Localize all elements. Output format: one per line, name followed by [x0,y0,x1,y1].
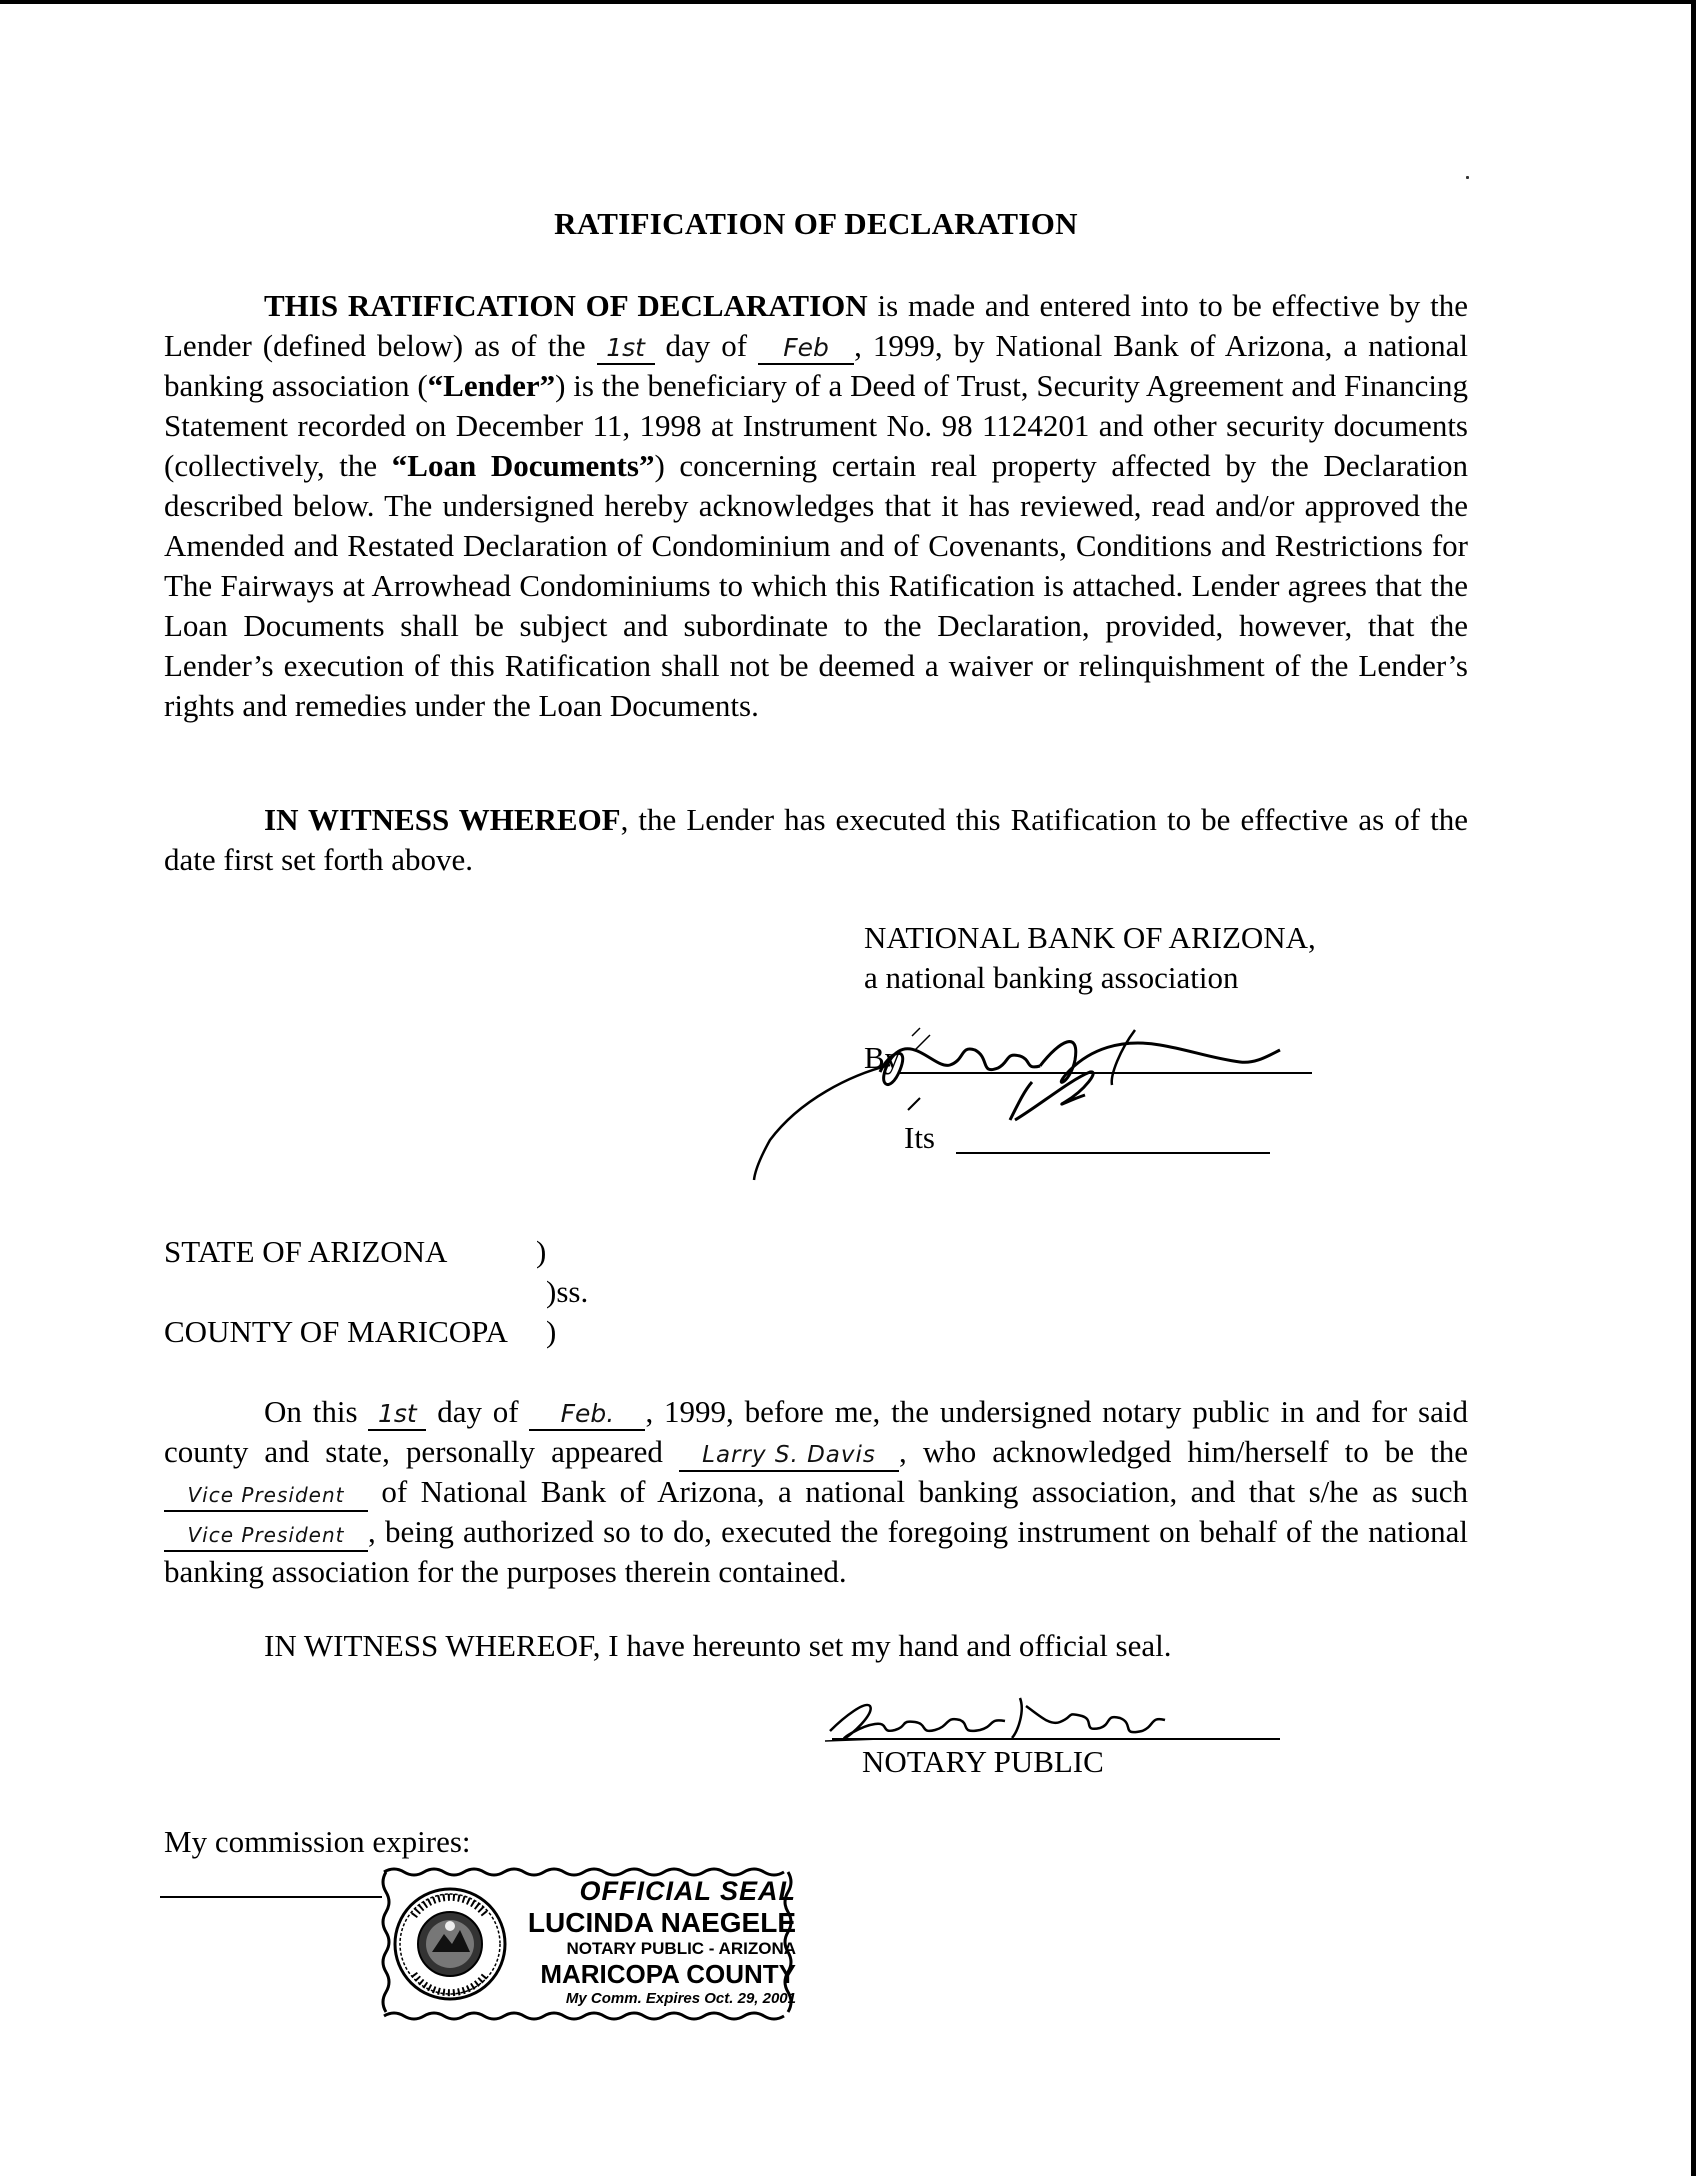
handwritten-month: Feb [758,333,854,365]
seal-text-block [512,1876,796,2007]
handwritten-day: 1st [368,1399,426,1431]
notary-public-label: NOTARY PUBLIC [862,1744,1104,1779]
venue-paren: ) [546,1314,557,1349]
handwritten-month: Feb. [529,1399,645,1431]
notary-signature-line [832,1738,1280,1740]
by-label: By [864,1040,901,1075]
scan-speck [1466,176,1469,179]
commission-expires-label: My commission expires: [164,1824,471,1859]
witness-lead: IN WITNESS WHEREOF [264,802,621,837]
lender-description: a national banking association [864,960,1239,995]
scan-edge-right [1691,0,1696,2176]
witness-paragraph: IN WITNESS WHEREOF, the Lender has executed this Ratification to be effective as of the date first set forth above. [164,802,1468,877]
lender-name: NATIONAL BANK OF ARIZONA, [864,920,1316,955]
handwritten-person-name: Larry S. Davis [679,1440,899,1472]
scan-edge-top [0,0,1696,4]
seal-notary-public-arizona: NOTARY PUBLIC - ARIZONA [566,1939,796,1958]
commission-expires-line [160,1896,382,1898]
venue-state: STATE OF ARIZONA [164,1234,448,1269]
document-title: RATIFICATION OF DECLARATION [554,206,1078,241]
venue-paren: ) [536,1234,547,1269]
seal-official-seal: OFFICIAL SEAL [579,1876,796,1906]
seal-notary-name: LUCINDA NAEGELE [527,1907,796,1938]
seal-county: MARICOPA COUNTY [540,1959,796,1989]
handwritten-day: 1st [597,333,655,365]
notary-witness-statement: IN WITNESS WHEREOF, I have hereunto set my hand and official seal. [264,1628,1172,1663]
seal-commission-expiration: My Comm. Expires Oct. 29, 2001 [565,1990,796,2007]
handwritten-officer-title: Vice President [164,1480,368,1512]
its-label: Its [904,1120,935,1155]
notary-acknowledgment-paragraph: On this 1st day of Feb. , 1999, before me, the undersigned notary public in and for said county and state, personally appeared Larry S. Davis , who acknowledged him/herself to be the Vice President of National Bank of Arizona, a national banking association, and that s/he as such Vice President , being authorized so to do, executed the foregoing instrument on behalf of the national banking association for the purposes therein contained. [164,1394,1468,1589]
handwritten-officer-title: Vice President [164,1520,368,1552]
ratification-paragraph: THIS RATIFICATION OF DECLARATION is made and entered into to be effective by the Lender (defined below) as of the 1st day of Feb , 1999, by National Bank of Arizona, a national banking association (“Lender”) is the beneficiary of a Deed of Trust, Security Agreement and Financing Statement recorded on December 11, 1998 at Instrument No. 98 1124201 and other security documents (collectively, the “Loan Documents”) concerning certain real property affected by the Declaration described below. The undersigned hereby acknowledges that it has reviewed, read and/or approved the Amended and Restated Declaration of Condominium and of Covenants, Conditions and Restrictions for The Fairways at Arrowhead Condominiums to which this Ratification is attached. Lender agrees that the Loan Documents shall be subject and subordinate to the Declaration, provided, however, that the Lender’s execution of this Ratification shall not be deemed a waiver or relinquishment of the Lender’s rights and remedies under the Loan Documents. [164,288,1469,723]
venue-ss: )ss. [546,1274,589,1309]
official-notary-seal [380,1864,798,2024]
lead-phrase: THIS RATIFICATION OF DECLARATION [264,288,868,323]
state-seal-emblem [392,1886,508,2002]
venue-county: COUNTY OF MARICOPA [164,1314,508,1349]
lender-signature-image [740,990,1320,1190]
